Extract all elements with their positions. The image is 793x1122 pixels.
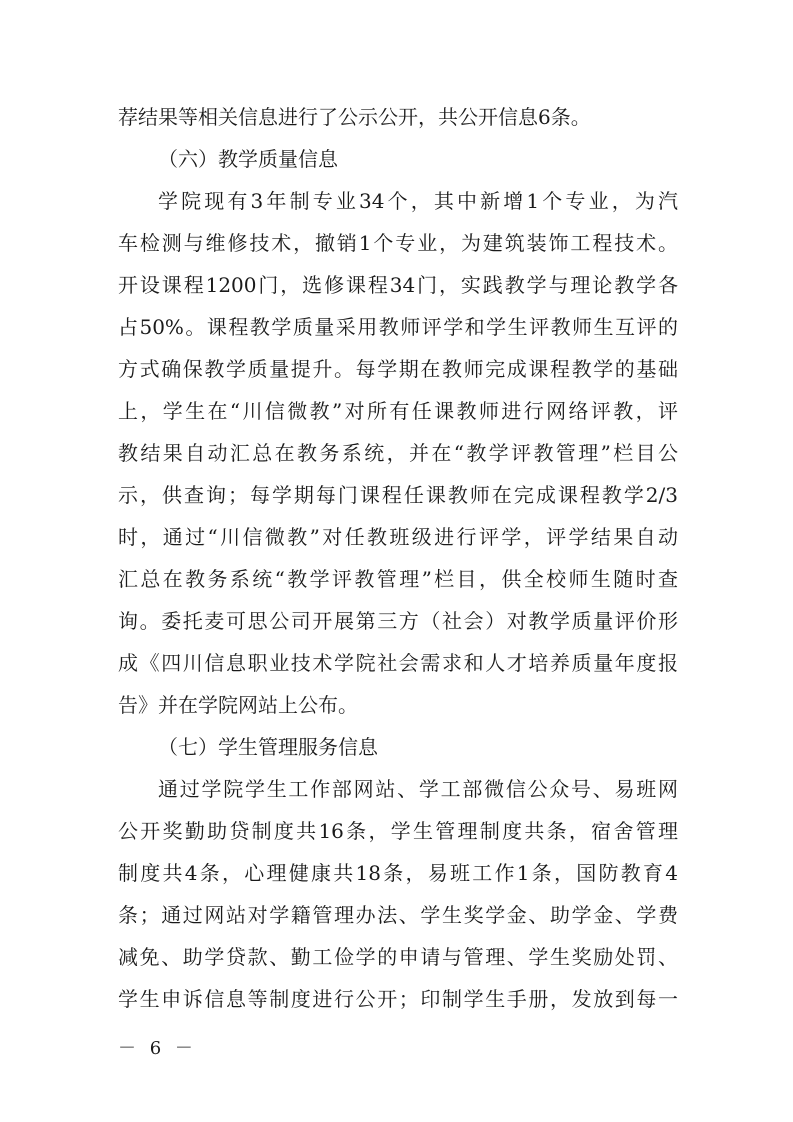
body-text-line: 教结果自动汇总在教务系统，并在“教学评教管理”栏目公 — [118, 441, 678, 465]
body-text-line: 减免、助学贷款、勤工俭学的申请与管理、学生奖励处罚、 — [118, 945, 678, 969]
body-text-line: 方式确保教学质量提升。每学期在教师完成课程教学的基础 — [118, 357, 678, 381]
body-text-line: 时，通过“川信微教”对任教班级进行评学，评学结果自动 — [118, 525, 678, 549]
body-text-line: 制度共4条，心理健康共18条，易班工作1条，国防教育4 — [118, 861, 678, 885]
body-text-line: 车检测与维修技术，撤销1个专业，为建筑装饰工程技术。 — [118, 231, 678, 255]
body-text-line: 成《四川信息职业技术学院社会需求和人才培养质量年度报 — [118, 651, 678, 675]
body-text-line: 通过学院学生工作部网站、学工部微信公众号、易班网 — [158, 777, 678, 801]
body-text-line: 公开奖勤助贷制度共16条，学生管理制度共条，宿舍管理 — [118, 819, 678, 843]
body-text-line: 荐结果等相关信息进行了公示公开，共公开信息6条。 — [118, 105, 591, 129]
body-text-line: 上，学生在“川信微教”对所有任课教师进行网络评教，评 — [118, 399, 678, 423]
section-heading: （七）学生管理服务信息 — [158, 735, 378, 759]
body-text-line: 开设课程1200门，选修课程34门，实践教学与理论教学各 — [118, 273, 678, 297]
body-text-line: 学院现有3年制专业34个，其中新增1个专业，为汽 — [158, 189, 678, 213]
body-text-line: 占50%。课程教学质量采用教师评学和学生评教师生互评的 — [118, 315, 678, 339]
section-heading: （六）教学质量信息 — [158, 147, 338, 171]
body-text-line: 告》并在学院网站上公布。 — [118, 693, 358, 717]
page-number: － 6 － — [118, 1038, 197, 1059]
document-body — [118, 96, 678, 1020]
body-text-line: 示，供查询；每学期每门课程任课教师在完成课程教学2/3 — [118, 483, 678, 507]
body-text-line: 条；通过网站对学籍管理办法、学生奖学金、助学金、学费 — [118, 903, 678, 927]
body-text-line: 学生申诉信息等制度进行公开；印制学生手册，发放到每一 — [118, 987, 678, 1011]
body-text-line: 询。委托麦可思公司开展第三方（社会）对教学质量评价形 — [118, 609, 678, 633]
body-text-line: 汇总在教务系统“教学评教管理”栏目，供全校师生随时查 — [118, 567, 678, 591]
